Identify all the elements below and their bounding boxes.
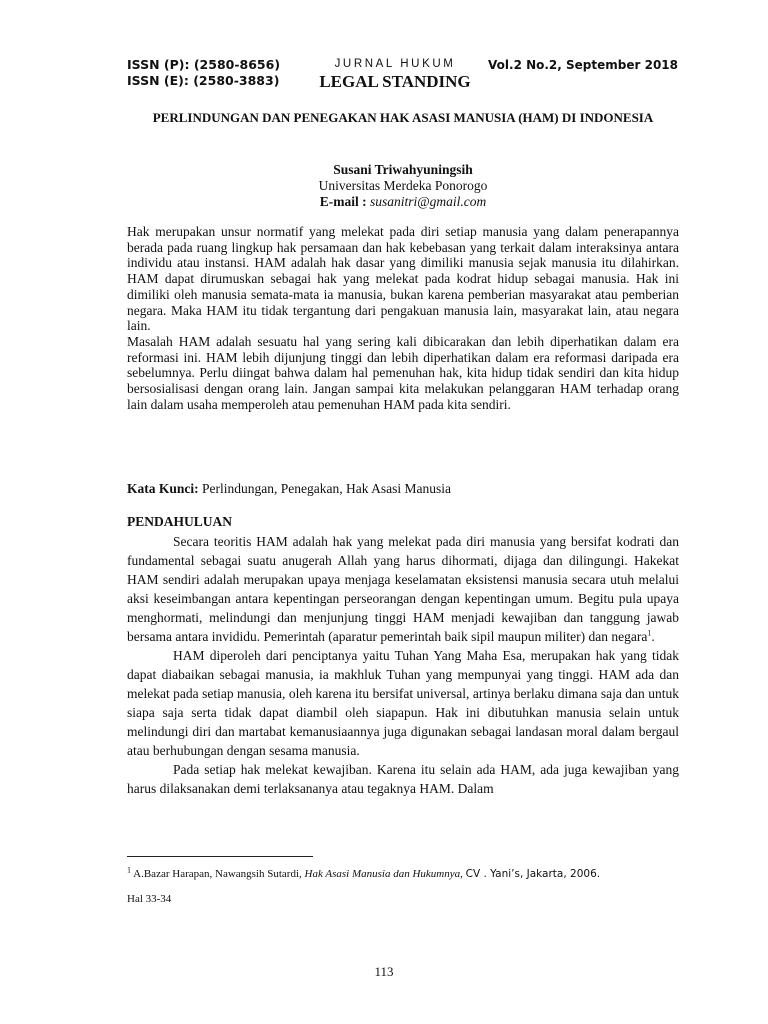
issn-print: ISSN (P): (2580-8656) [127,57,281,72]
footnote-book-title: Hak Asasi Manusia dan Hukumnya, [304,868,463,880]
body-paragraph-text: Secara teoritis HAM adalah hak yang melekat pada diri manusia yang bersifat kodrati dan fundamental sebagai suatu anugerah Allah yang harus dihormati, dijaga dan dilingungi. Hakekat HAM sendiri adalah merupakan upaya menjaga keselamatan eksistensi manusia secara utuh melalui aksi keseimbangan antara kepentingan perseorangan dengan kepentingan umum. Begitu pula upaya menghormati, melindungi dan menjunjung tinggi HAM menjadi kewajiban dan tanggung jawab bersama antara invididu. Pemerintah (aparatur pemerintah baik sipil maupun militer) dan negara [127,534,679,644]
footnote [127,862,687,912]
issn-electronic: ISSN (E): (2580-3883) [127,73,280,88]
footnote-publisher: CV . Yani’s, Jakarta, 2006. [465,868,601,880]
keywords-value: Perlindungan, Penegakan, Hak Asasi Manusia [202,481,451,496]
body-paragraph-end: . [651,629,655,644]
email-label: E-mail : [319,194,367,209]
body-paragraph [127,532,679,646]
footnote-authors: A.Bazar Harapan, Nawangsih Sutardi, [133,868,302,880]
section-body [127,532,679,798]
footnote-ref[interactable]: 1 [647,628,652,638]
article-title: PERLINDUNGAN DAN PENEGAKAN HAK ASASI MANUSIA (HAM) DI INDONESIA [152,110,654,125]
author-email-line [127,194,679,210]
section-heading: PENDAHULUAN [127,514,233,529]
email-address[interactable]: susanitri@gmail.com [369,194,487,209]
issn-block [127,57,280,89]
keywords-label: Kata Kunci: [127,481,199,496]
author-affiliation: Universitas Merdeka Ponorogo [318,178,488,193]
footnote-number: 1 [127,865,131,875]
author-block [127,162,679,210]
journal-label: JURNAL HUKUM [334,58,456,70]
body-paragraph: Pada setiap hak melekat kewajiban. Karena itu selain ada HAM, ada juga kewajiban yang harus dilaksanakan demi terlaksananya atau tegaknya HAM. Dalam [127,762,679,796]
journal-name: LEGAL STANDING [319,72,471,91]
author-name: Susani Triwahyuningsih [333,162,473,177]
page-number: 113 [374,964,394,979]
abstract-paragraph: Masalah HAM adalah sesuatu hal yang sering kali dibicarakan dan lebih diperhatikan dalam era reformasi ini. HAM lebih dijunjung tinggi dan lebih diperhatikan dalam era reformasi daripada era sebelumnya. Perlu diingat bahwa dalam hal pemenuhan hak, kita hidup tidak sendiri dan kita hidup bersosialisasi dengan orang lain. Jangan sampai kita melakukan pelanggaran HAM terhadap orang lain dalam usaha memperoleh atau pemenuhan HAM pada kita sendiri. [127,333,679,412]
volume-info: Vol.2 No.2, September 2018 [488,58,678,72]
abstract-paragraph: Hak merupakan unsur normatif yang melekat pada diri setiap manusia yang dalam penerapannya berada pada ruang lingkup hak persamaan dan hak kebebasan yang terkait dalam interaksinya antara individu atau instansi. HAM adalah hak dasar yang dimiliki manusia sejak manusia itu dilahirkan. HAM dapat dirumuskan sebagai hak yang melekat pada kodrat hidup sebagai manusia. Hak ini dimiliki oleh manusia semata-mata ia manusia, bukan karena pemberian masyarakat atau pemberian negara. Maka HAM itu tidak tergantung dari pengakuan manusia lain, masyarakat lain, atau negara lain. [127,224,679,334]
body-paragraph: HAM diperoleh dari penciptanya yaitu Tuhan Yang Maha Esa, merupakan hak yang tidak dapat diabaikan sebagai manusia, ia makhluk Tuhan yang mempunyai yang tinggi. HAM ada dan melekat pada setiap manusia, oleh karena itu bersifat universal, artinya berlaku dimana saja dan untuk siapa saja serta tidak dapat diambil oleh siapapun. Hak ini dibutuhkan manusia selain untuk melindungi diri dan martabat kemanusiaannya juga digunakan sebagai landasan moral dalam bergaul atau berhubungan dengan sesama manusia. [127,648,679,758]
footnote-divider [127,856,313,857]
footnote-citation [127,862,687,887]
journal-masthead [300,58,490,92]
footnote-pages: Hal 33-34 [127,893,172,905]
abstract [127,224,679,412]
keywords [127,481,679,497]
